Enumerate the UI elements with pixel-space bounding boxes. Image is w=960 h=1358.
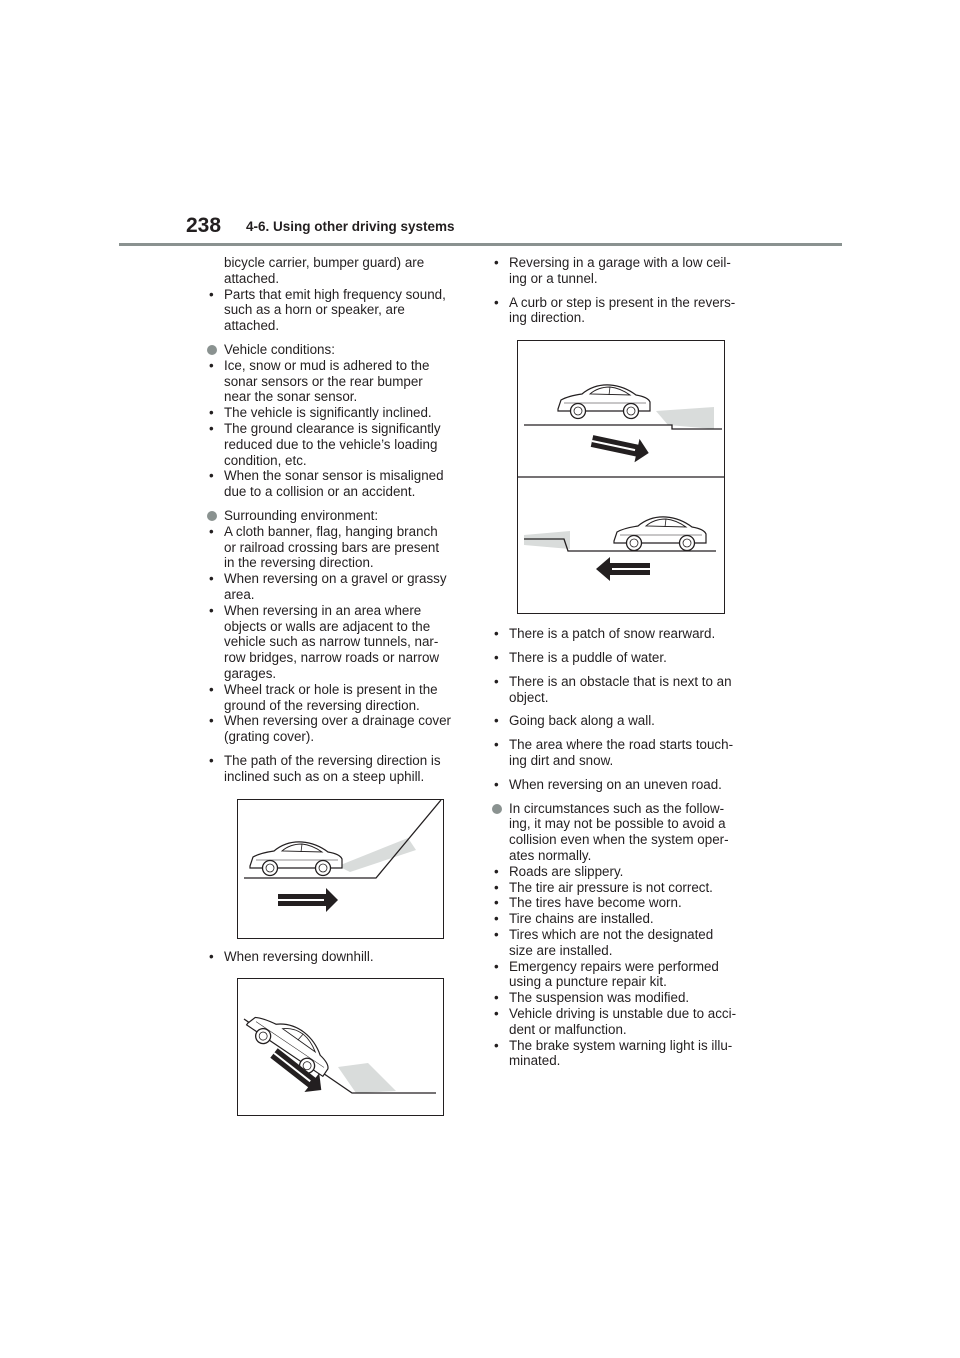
right-column bbox=[492, 255, 754, 1069]
list-item: • There is a puddle of water. bbox=[492, 650, 754, 666]
list-item: • Ice, snow or mud is adhered to the sonar sensors or the rear bumper near the sonar sensor. bbox=[207, 358, 467, 405]
list-item: • The suspension was modified. bbox=[492, 990, 754, 1006]
downhill-illustration bbox=[237, 978, 444, 1116]
list-item: • Emergency repairs were performed using a puncture repair kit. bbox=[492, 959, 754, 991]
list-item: • Vehicle driving is unstable due to acci- dent or malfunction. bbox=[492, 1006, 754, 1038]
list-item: • Parts that emit high frequency sound, such as a horn or speaker, are attached. bbox=[207, 287, 467, 334]
list-item: • When the sonar sensor is misaligned due to a collision or an accident. bbox=[207, 468, 467, 500]
list-item: • Going back along a wall. bbox=[492, 713, 754, 729]
list-item: • The ground clearance is significantly reduced due to the vehicle’s loading condition, etc. bbox=[207, 421, 467, 468]
list-item: • When reversing downhill. bbox=[207, 949, 467, 965]
list-item: • The brake system warning light is illu- minated. bbox=[492, 1038, 754, 1070]
uphill-illustration bbox=[237, 799, 444, 939]
list-item: • When reversing on an uneven road. bbox=[492, 777, 754, 793]
vehicle-conditions-heading: Vehicle conditions: bbox=[207, 342, 467, 358]
list-item: • A cloth banner, flag, hanging branch or railroad crossing bars are present in the reversing direction. bbox=[207, 524, 467, 571]
list-item: • The tire air pressure is not correct. bbox=[492, 880, 754, 896]
list-item: • Wheel track or hole is present in the ground of the reversing direction. bbox=[207, 682, 467, 714]
continued-text: bicycle carrier, bumper guard) are attached. bbox=[224, 255, 425, 286]
page-number: 238 bbox=[186, 214, 222, 237]
surrounding-heading: Surrounding environment: bbox=[207, 508, 467, 524]
list-item: • A curb or step is present in the revers- ing direction. bbox=[492, 295, 754, 327]
curb-illustration bbox=[517, 340, 725, 614]
list-item: • Roads are slippery. bbox=[492, 864, 754, 880]
list-item: • The path of the reversing direction is inclined such as on a steep uphill. bbox=[207, 753, 467, 785]
section-title: 4-6. Using other driving systems bbox=[246, 219, 455, 234]
list-item: • There is a patch of snow rearward. bbox=[492, 626, 754, 642]
list-item: • The vehicle is significantly inclined. bbox=[207, 405, 467, 421]
left-column bbox=[207, 255, 467, 1116]
arrow-right-icon bbox=[278, 888, 338, 912]
list-item: • Reversing in a garage with a low ceil- ing or a tunnel. bbox=[492, 255, 754, 287]
arrow-right-icon bbox=[590, 429, 652, 465]
list-item: • Tire chains are installed. bbox=[492, 911, 754, 927]
list-item: • When reversing over a drainage cover (grating cover). bbox=[207, 713, 467, 745]
list-item: • The tires have become worn. bbox=[492, 895, 754, 911]
list-item: • When reversing on a gravel or grassy area. bbox=[207, 571, 467, 603]
circumstances-heading: In circumstances such as the follow- ing, it may not be possible to avoid a collision even when the system oper- ates normally. bbox=[492, 801, 754, 864]
list-item: • When reversing in an area where objects or walls are adjacent to the vehicle such as narrow tunnels, nar- row bridges, narrow roads or narrow garages. bbox=[207, 603, 467, 682]
header-rule bbox=[119, 243, 842, 246]
list-item: • Tires which are not the designated size are installed. bbox=[492, 927, 754, 959]
list-item: • There is an obstacle that is next to an object. bbox=[492, 674, 754, 706]
list-item: • The area where the road starts touch- ing dirt and snow. bbox=[492, 737, 754, 769]
arrow-left-icon bbox=[596, 557, 650, 581]
